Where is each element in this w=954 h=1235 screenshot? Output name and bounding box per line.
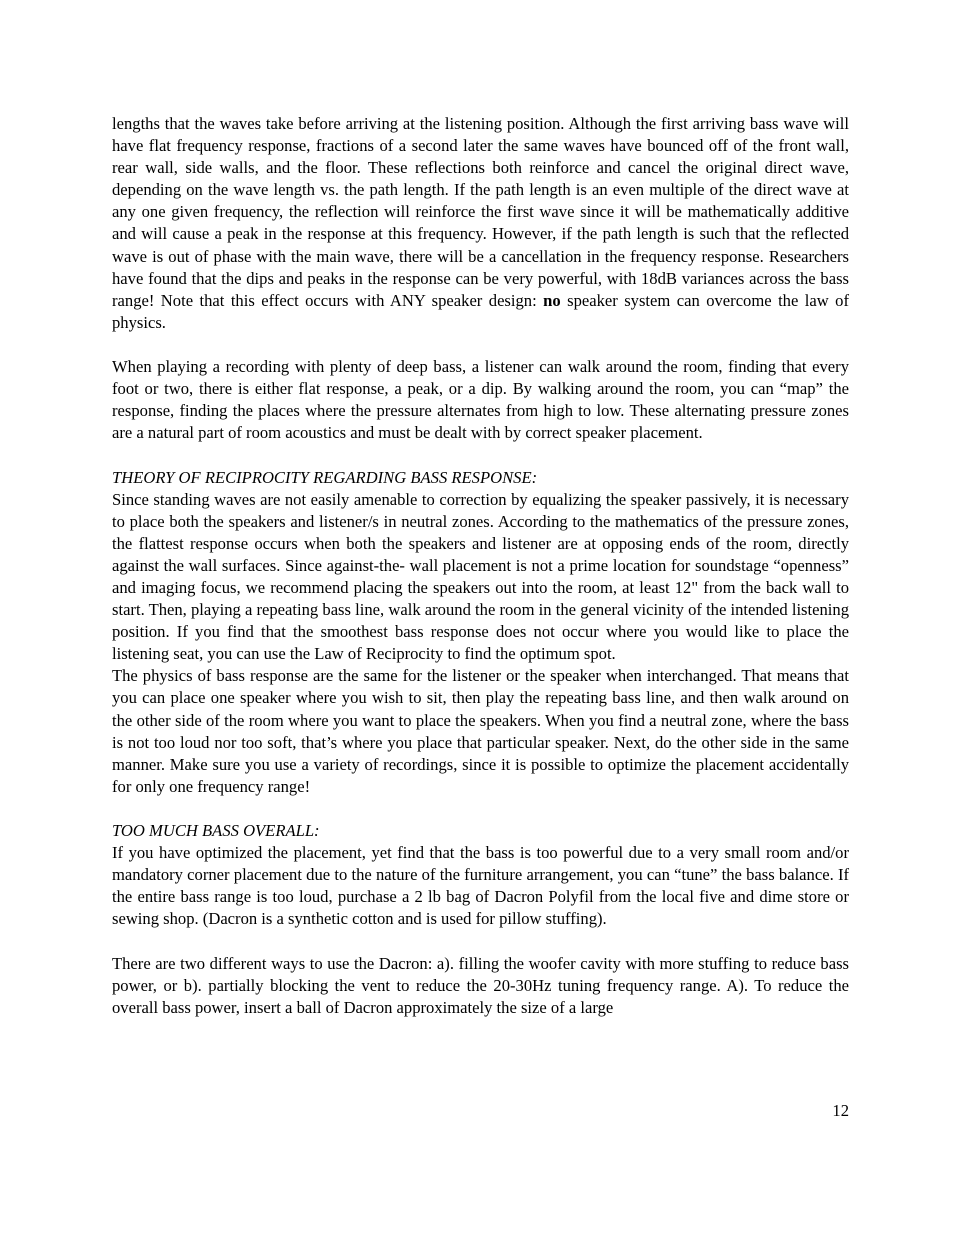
paragraph-gap (112, 798, 849, 820)
paragraph-gap (112, 444, 849, 466)
section-heading-reciprocity: THEORY OF RECIPROCITY REGARDING BASS RESPONSE: (112, 467, 538, 487)
page-number: 12 (832, 1101, 849, 1120)
body-text (112, 113, 849, 1019)
paragraph-interchange: The physics of bass response are the same for the listener or the speaker when interchanged. That means that you can place one speaker where you wish to sit, then play the repeating bass line, and then walk around on the other side of the room where you want to place the speakers. When you find a neutral zone, where the bass is not too loud nor too soft, that’s where you place that particular speaker. Next, do the other side in the same manner. Make sure you use a variety of recordings, since it is possible to optimize the placement accidentally for only one frequency range! (112, 666, 849, 796)
emphasis-no: no (543, 290, 561, 310)
paragraph-mapping-response: When playing a recording with plenty of deep bass, a listener can walk around the room, finding that every foot or two, there is either flat response, a peak, or a dip. By walking around the room, you can “map” the response, finding the places where the pressure alternates from high to low. These alternating pressure zones are a natural part of room acoustics and must be dealt with by correct speaker placement. (112, 357, 849, 443)
section-heading-too-much-bass: TOO MUCH BASS OVERALL: (112, 821, 320, 840)
paragraph-neutral-zones: Since standing waves are not easily amenable to correction by equalizing the speaker passively, it is necessary to place both the speakers and listener/s in neutral zones. According to the mathematics of the pressure zones, the flattest response occurs when both the speakers and listener are at opposing ends of the room, directly against the wall surfaces. Since against-the- wall placement is not a prime location for soundstage “openness” and imaging focus, we recommend placing the speakers out into the room, at least 12" from the back wall to start. Then, playing a repeating bass line, walk around the room in the general vicinity of the intended listening position. If you find that the smoothest bass response does not occur where you would like to place the listening seat, you can use the Law of Reciprocity to find the optimum spot. (112, 489, 849, 664)
paragraph-dacron-usage: There are two different ways to use the Dacron: a). filling the woofer cavity with more stuffing to reduce bass power, or b). partially blocking the vent to reduce the 20-30Hz tuning frequency range. A). To reduce the overall bass power, insert a ball of Dacron approximately the size of a large (112, 953, 849, 1017)
paragraph-text: lengths that the waves take before arriving at the listening position. Although the first arriving bass wave will have flat frequency response, fractions of a second later the same waves have bounced off of the front wall, rear wall, side walls, and the floor. These reflections both reinforce and cancel the original direct wave, depending on the wave length vs. the path length. If the path length is an even multiple of the direct wave at any one given frequency, the reflection will reinforce the first wave since it will be mathematically additive and will cause a peak in the response at this frequency. However, if the path length is such that the reflected wave is out of phase with the main wave, there will be a cancellation in the frequency response. Researchers have found that the dips and peaks in the response can be very powerful, with 18dB variances across the bass range! Note that this effect occurs with ANY speaker design: (112, 114, 849, 310)
paragraph-gap (112, 930, 849, 952)
paragraph-gap (112, 334, 849, 356)
paragraph-tune-bass: If you have optimized the placement, yet find that the bass is too powerful due to a very small room and/or mandatory corner placement due to the nature of the furniture arrangement, you can “tune” the bass balance. If the entire bass range is too loud, purchase a 2 lb bag of Dacron Polyfil from the local five and dime store or sewing shop. (Dacron is a synthetic cotton and is used for pillow stuffing). (112, 843, 849, 929)
paragraph-text: speaker system can overcome the law of physics. (112, 290, 849, 332)
paragraph-standing-waves (112, 113, 849, 334)
